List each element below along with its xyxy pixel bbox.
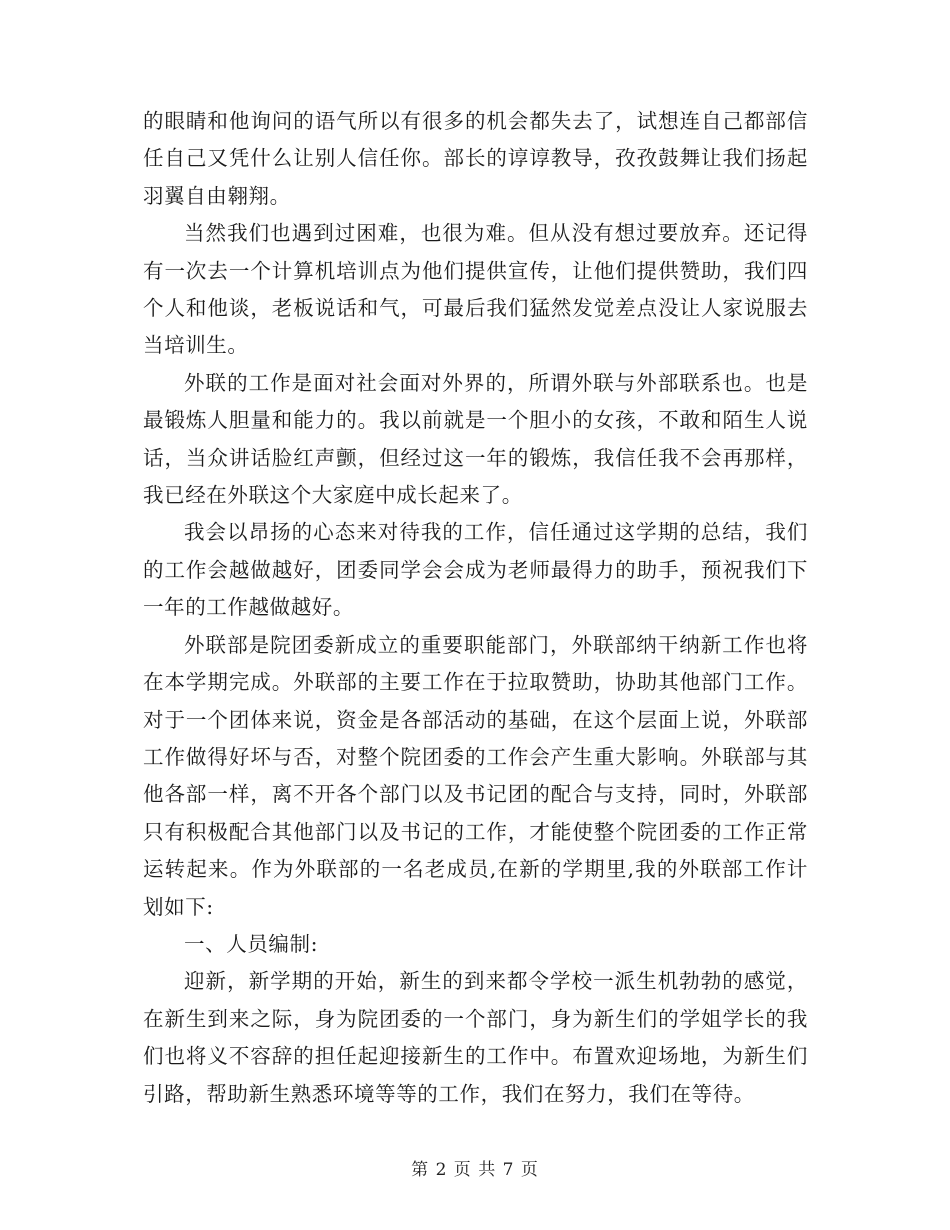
paragraph-1: 的眼睛和他询问的语气所以有很多的机会都失去了，试想连自己都部信任自己又凭什么让别人信任你。部长的谆谆教导，孜孜鼓舞让我们扬起羽翼自由翱翔。 xyxy=(143,109,808,208)
paragraph-4: 我会以昂扬的心态来对待我的工作，信任通过这学期的总结，我们的工作会越做越好，团委同学会会成为老师最得力的助手，预祝我们下一年的工作越做越好。 xyxy=(143,520,808,620)
paragraph-7: 迎新，新学期的开始，新生的到来都令学校一派生机勃勃的感觉，在新生到来之际，身为院团委的一个部门，身为新生们的学姐学长的我们也将义不容辞的担任起迎接新生的工作中。布置欢迎场地，为新生们引路，帮助新生熟悉环境等等的工作，我们在努力，我们在等待。 xyxy=(143,969,808,1106)
paragraph-2: 当然我们也遇到过困难，也很为难。但从没有想过要放弃。还记得有一次去一个计算机培训点为他们提供宣传，让他们提供赞助，我们四个人和他谈，老板说话和气，可最后我们猛然发觉差点没让人家说服去当培训生。 xyxy=(143,221,808,358)
section-heading-staffing: 一、人员编制: xyxy=(184,931,319,956)
page-number-footer: 第 2 页 共 7 页 xyxy=(411,1160,539,1180)
paragraph-5: 外联部是院团委新成立的重要职能部门，外联部纳干纳新工作也将在本学期完成。外联部的主要工作在于拉取赞助，协助其他部门工作。对于一个团体来说，资金是各部活动的基础，在这个层面上说，外联部工作做得好坏与否，对整个院团委的工作会产生重大影响。外联部与其他各部一样，离不开各个部门以及书记团的配合与支持，同时，外联部只有积极配合其他部门以及书记的工作，才能使整个院团委的工作正常运转起来。作为外联部的一名老成员,在新的学期里,我的外联部工作计划如下: xyxy=(143,632,808,919)
document-body xyxy=(143,103,808,1113)
paragraph-3: 外联的工作是面对社会面对外界的，所谓外联与外部联系也。也是最锻炼人胆量和能力的。我以前就是一个胆小的女孩，不敢和陌生人说话，当众讲话脸红声颤，但经过这一年的锻炼，我信任我不会再那样，我已经在外联这个大家庭中成长起来了。 xyxy=(143,370,808,508)
